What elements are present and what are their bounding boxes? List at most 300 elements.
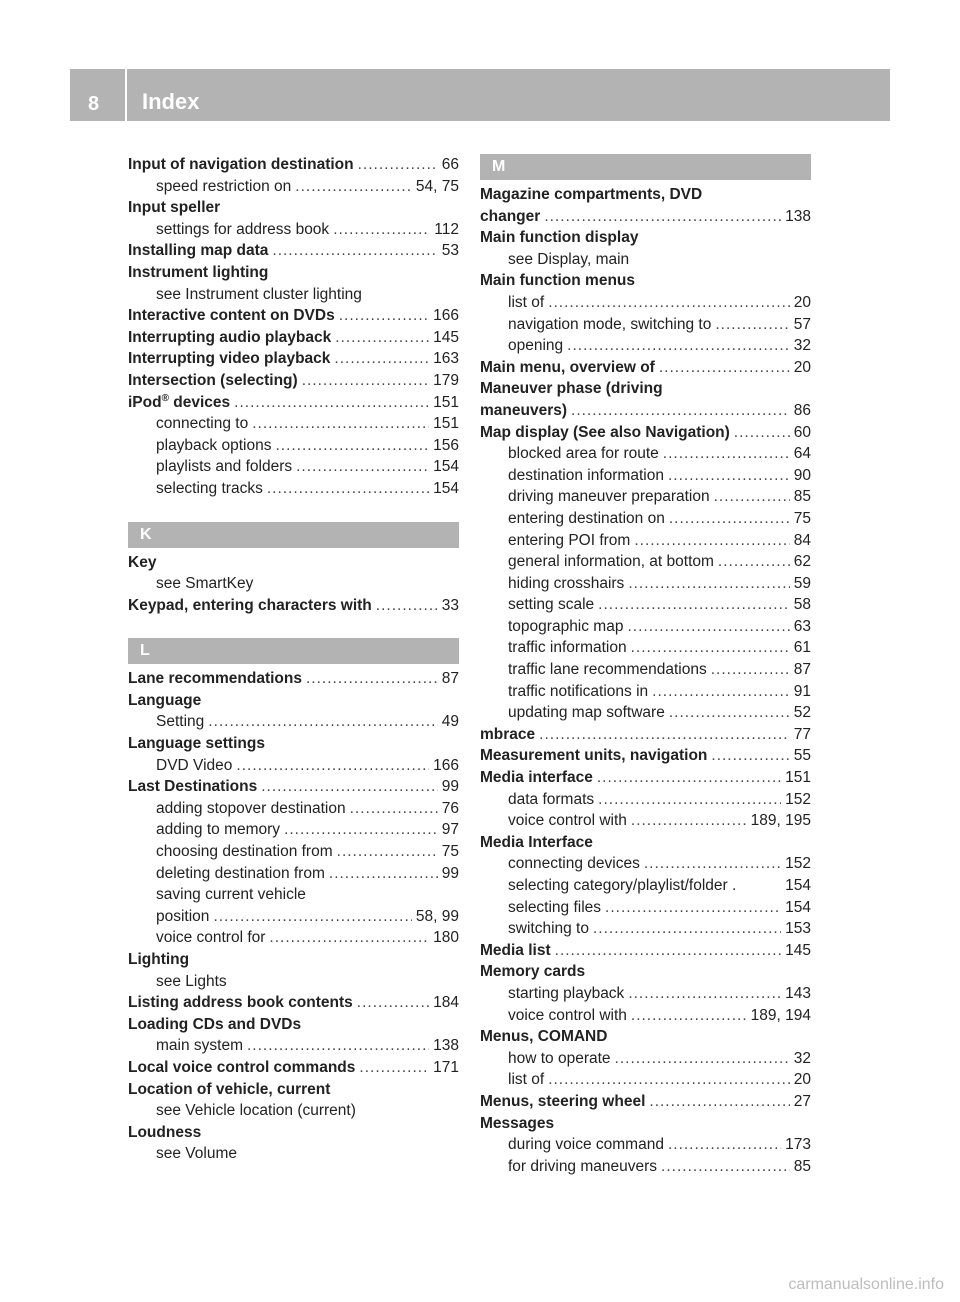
index-entry — [480, 400, 811, 422]
entry-label-suffix: devices — [168, 393, 231, 411]
page-reference: 112 — [434, 220, 459, 238]
dot-leader — [296, 456, 429, 478]
index-entry — [480, 357, 811, 379]
dot-leader — [350, 798, 438, 820]
index-subentry — [480, 1048, 811, 1070]
section-letter-bar: L — [128, 638, 459, 664]
entry-label: starting playback — [508, 984, 625, 1002]
page-reference: 27 — [793, 1092, 811, 1110]
entry-label: main system — [156, 1037, 243, 1055]
index-subentry — [128, 1143, 459, 1165]
index-column-left — [128, 154, 459, 1165]
index-entry — [128, 392, 459, 414]
entry-text — [156, 456, 292, 478]
dot-leader — [555, 940, 781, 962]
page-reference: 145 — [785, 941, 811, 959]
page-reference: 171 — [433, 1058, 459, 1076]
index-subentry — [128, 863, 459, 885]
dot-leader — [269, 927, 429, 949]
index-entry — [128, 690, 459, 712]
index-subentry — [128, 1035, 459, 1057]
dot-leader — [333, 219, 430, 241]
dot-leader — [234, 392, 429, 414]
dot-leader — [714, 486, 790, 508]
page-reference: 156 — [433, 436, 459, 454]
entry-text — [156, 819, 280, 841]
index-subentry — [480, 1005, 811, 1027]
entry-text — [480, 422, 730, 444]
entry-text — [156, 478, 263, 500]
entry-label: data formats — [508, 790, 595, 808]
entry-label: deleting destination from — [156, 864, 325, 882]
page-reference: 32 — [793, 337, 811, 355]
entry-text — [156, 906, 209, 928]
page-reference: 145 — [433, 328, 459, 346]
page-reference: 60 — [793, 423, 811, 441]
entry-label: updating map software — [508, 704, 665, 722]
dot-leader — [329, 863, 438, 885]
index-subentry — [480, 1134, 811, 1156]
index-entry — [128, 668, 459, 690]
page-reference: 154 — [433, 479, 459, 497]
entry-text — [128, 949, 189, 971]
index-entry — [128, 370, 459, 392]
dot-leader — [302, 370, 429, 392]
index-entry — [128, 348, 459, 370]
entry-label: setting scale — [508, 596, 595, 614]
entry-label: Loudness — [128, 1123, 202, 1141]
index-subentry — [480, 853, 811, 875]
entry-text — [156, 176, 291, 198]
page-reference: 61 — [793, 639, 811, 657]
dot-leader — [544, 206, 781, 228]
index-entry — [128, 992, 459, 1014]
entry-text — [156, 1035, 243, 1057]
index-subentry — [480, 443, 811, 465]
entry-label: Media Interface — [480, 833, 593, 851]
dot-leader — [669, 702, 790, 724]
page-reference: 32 — [793, 1049, 811, 1067]
entry-text — [480, 767, 593, 789]
page-reference: 86 — [793, 401, 811, 419]
entry-label: connecting devices — [508, 855, 640, 873]
entry-label: voice control with — [508, 812, 627, 830]
index-entry — [128, 1057, 459, 1079]
entry-label: switching to — [508, 920, 589, 938]
page-reference: 57 — [793, 315, 811, 333]
page-reference: 20 — [793, 1071, 811, 1089]
entry-text — [128, 392, 230, 414]
entry-label: Menus, COMAND — [480, 1028, 608, 1046]
index-subentry — [128, 711, 459, 733]
dot-leader — [284, 819, 438, 841]
entry-text — [156, 413, 248, 435]
entry-label: traffic information — [508, 639, 627, 657]
watermark: carmanualsonline.info — [788, 1276, 944, 1293]
entry-label: navigation mode, switching to — [508, 315, 712, 333]
entry-label: Setting — [156, 713, 205, 731]
index-subentry — [480, 530, 811, 552]
dot-leader — [539, 724, 790, 746]
dot-leader — [359, 1057, 429, 1079]
entry-label: adding to memory — [156, 821, 281, 839]
entry-label: Language settings — [128, 735, 265, 753]
index-entry — [128, 776, 459, 798]
entry-text — [128, 197, 220, 219]
entry-label: playback options — [156, 436, 272, 454]
entry-label: saving current vehicle — [156, 886, 306, 904]
entry-label: Loading CDs and DVDs — [128, 1015, 302, 1033]
entry-text — [508, 1156, 657, 1178]
entry-text — [156, 1143, 237, 1165]
entry-text — [156, 435, 271, 457]
entry-label: connecting to — [156, 415, 249, 433]
index-subentry — [480, 983, 811, 1005]
entry-label: Main function display — [480, 229, 639, 247]
entry-label: Maneuver phase (driving — [480, 380, 663, 398]
entry-text — [156, 573, 253, 595]
entry-text — [156, 711, 204, 733]
entry-label: during voice command — [508, 1136, 664, 1154]
dot-leader — [261, 776, 438, 798]
entry-text — [508, 983, 624, 1005]
entry-text — [156, 884, 306, 906]
entry-label: playlists and folders — [156, 458, 293, 476]
entry-label: list of — [508, 1071, 545, 1089]
entry-label: selecting category/playlist/folder . — [508, 877, 737, 894]
entry-label: see Lights — [156, 972, 227, 990]
entry-text — [508, 853, 640, 875]
index-subentry — [480, 897, 811, 919]
entry-label: iPod — [128, 393, 162, 411]
index-entry — [128, 197, 459, 219]
entry-text — [128, 348, 330, 370]
header-divider — [125, 69, 127, 121]
index-subentry — [480, 551, 811, 573]
entry-text — [480, 378, 663, 400]
page-reference: 151 — [785, 769, 811, 787]
section-spacer — [128, 616, 459, 638]
entry-text — [480, 832, 593, 854]
entry-text — [508, 702, 665, 724]
index-entry — [480, 270, 811, 292]
index-entry — [128, 327, 459, 349]
entry-label: Local voice control commands — [128, 1058, 356, 1076]
index-entry — [128, 733, 459, 755]
entry-text — [128, 668, 302, 690]
entry-label: Instrument lighting — [128, 263, 269, 281]
dot-leader — [659, 357, 790, 379]
page-reference: 84 — [793, 531, 811, 549]
entry-text — [128, 1014, 301, 1036]
entry-text — [508, 1134, 664, 1156]
page-reference: 138 — [433, 1037, 459, 1055]
entry-label: driving maneuver preparation — [508, 488, 710, 506]
entry-text — [128, 1079, 330, 1101]
entry-text — [508, 616, 623, 638]
dot-leader — [628, 983, 781, 1005]
dot-leader — [605, 897, 781, 919]
entry-label: hiding crosshairs — [508, 574, 625, 592]
index-entry — [480, 1026, 811, 1048]
page-header — [70, 69, 890, 121]
index-subentry — [128, 284, 459, 306]
dot-leader — [358, 154, 438, 176]
entry-text — [508, 486, 710, 508]
entry-label: Listing address book contents — [128, 994, 353, 1012]
page-title: Index — [142, 89, 200, 114]
page-reference: 55 — [793, 747, 811, 765]
entry-text — [480, 227, 638, 249]
dot-leader — [252, 413, 429, 435]
page-reference: 87 — [441, 670, 459, 688]
dot-leader — [663, 443, 790, 465]
entry-label: how to operate — [508, 1049, 611, 1067]
entry-text — [480, 184, 702, 206]
entry-text — [128, 595, 372, 617]
page-reference: 180 — [433, 929, 459, 947]
dot-leader — [661, 1156, 790, 1178]
dot-leader — [644, 853, 781, 875]
entry-text — [480, 724, 535, 746]
dot-leader — [627, 616, 789, 638]
entry-text — [156, 841, 333, 863]
index-entry — [128, 262, 459, 284]
page-reference: 189, 194 — [750, 1006, 811, 1024]
entry-text — [480, 400, 567, 422]
dot-leader — [734, 422, 790, 444]
entry-text — [480, 745, 707, 767]
index-entry — [128, 1079, 459, 1101]
index-entry — [128, 305, 459, 327]
registered-mark: ® — [161, 392, 169, 404]
index-entry — [480, 1113, 811, 1135]
entry-text — [508, 681, 648, 703]
entry-label: Measurement units, navigation — [480, 747, 708, 765]
entry-text — [480, 1026, 607, 1048]
page-reference: 49 — [441, 713, 459, 731]
entry-text — [128, 1057, 355, 1079]
entry-label: position — [156, 907, 210, 925]
index-entry — [480, 378, 811, 400]
index-subentry — [480, 810, 811, 832]
page-reference: 166 — [433, 756, 459, 774]
dot-leader — [631, 1005, 747, 1027]
page-reference: 58, 99 — [415, 907, 459, 925]
entry-label: Main menu, overview of — [480, 358, 655, 376]
entry-text — [508, 594, 594, 616]
dot-leader — [598, 789, 781, 811]
entry-label: Lane recommendations — [128, 670, 302, 688]
page-reference: 173 — [785, 1136, 811, 1154]
page-reference: 59 — [793, 574, 811, 592]
entry-text — [128, 733, 265, 755]
page-reference: 99 — [441, 864, 459, 882]
dot-leader — [615, 1048, 790, 1070]
index-entry — [128, 1014, 459, 1036]
dot-leader — [634, 530, 789, 552]
page-reference: 87 — [793, 661, 811, 679]
entry-label: see Instrument cluster lighting — [156, 285, 362, 303]
index-subentry — [480, 249, 811, 271]
entry-text — [508, 1005, 627, 1027]
entry-text — [480, 206, 540, 228]
dot-leader — [548, 1069, 790, 1091]
dot-leader — [339, 305, 429, 327]
entry-text — [156, 219, 329, 241]
dot-leader — [357, 992, 429, 1014]
entry-label: for driving maneuvers — [508, 1157, 658, 1175]
index-subentry — [128, 413, 459, 435]
index-subentry — [128, 884, 459, 906]
entry-text — [128, 370, 298, 392]
page-reference: 64 — [793, 445, 811, 463]
dot-leader — [631, 810, 747, 832]
page-reference: 163 — [433, 350, 459, 368]
index-entry — [480, 961, 811, 983]
page-reference: 154 — [785, 898, 811, 916]
dot-leader — [567, 335, 790, 357]
index-entry — [480, 745, 811, 767]
entry-label: voice control for — [156, 929, 266, 947]
dot-leader — [628, 573, 789, 595]
dot-leader — [597, 767, 781, 789]
page-reference: 54, 75 — [415, 177, 459, 195]
entry-text — [508, 659, 707, 681]
page-reference: 90 — [793, 466, 811, 484]
dot-leader — [652, 681, 790, 703]
page-reference: 85 — [793, 1157, 811, 1175]
entry-label: Magazine compartments, DVD — [480, 186, 703, 203]
entry-label: Menus, steering wheel — [480, 1092, 646, 1110]
dot-leader — [208, 711, 437, 733]
entry-text — [128, 776, 257, 798]
entry-label: DVD Video — [156, 756, 233, 774]
entry-label: Location of vehicle, current — [128, 1080, 331, 1098]
index-column-right — [480, 154, 811, 1177]
index-subentry — [480, 292, 811, 314]
dot-leader — [669, 508, 790, 530]
index-subentry — [480, 465, 811, 487]
dot-leader — [376, 595, 438, 617]
page-reference: 76 — [441, 799, 459, 817]
index-subentry — [480, 918, 811, 940]
page-reference: 179 — [433, 371, 459, 389]
page-reference: 58 — [793, 596, 811, 614]
entry-text — [128, 552, 156, 574]
index-subentry — [480, 659, 811, 681]
dot-leader — [711, 659, 790, 681]
page-reference: 75 — [793, 509, 811, 527]
index-entry — [128, 595, 459, 617]
dot-leader — [668, 465, 790, 487]
entry-text — [156, 863, 325, 885]
entry-text — [508, 314, 711, 336]
index-subentry — [480, 1069, 811, 1091]
entry-text — [480, 940, 551, 962]
entry-text — [508, 249, 629, 271]
entry-label: traffic notifications in — [508, 682, 649, 700]
index-subentry — [128, 971, 459, 993]
entry-label: Media interface — [480, 769, 593, 787]
index-subentry — [480, 486, 811, 508]
entry-text — [128, 327, 331, 349]
page-reference: 53 — [441, 242, 459, 260]
entry-text — [156, 927, 265, 949]
entry-label: Interrupting video playback — [128, 350, 331, 368]
index-subentry — [480, 594, 811, 616]
entry-label: topographic map — [508, 617, 624, 635]
entry-label: Messages — [480, 1114, 555, 1132]
page-reference: 152 — [785, 790, 811, 808]
index-entry — [480, 206, 811, 228]
dot-leader — [631, 637, 790, 659]
entry-text — [156, 971, 227, 993]
index-entry — [128, 240, 459, 262]
index-subentry — [128, 841, 459, 863]
index-entry — [128, 552, 459, 574]
index-subentry — [128, 478, 459, 500]
entry-text — [480, 357, 655, 379]
entry-text — [156, 284, 362, 306]
index-subentry — [128, 219, 459, 241]
entry-text — [156, 798, 346, 820]
page-number: 8 — [88, 93, 100, 115]
entry-label: speed restriction on — [156, 177, 292, 195]
entry-text — [128, 992, 353, 1014]
page-reference: 153 — [785, 920, 811, 938]
index-entry — [480, 724, 811, 746]
dot-leader — [593, 918, 781, 940]
index-subentry — [128, 906, 459, 928]
entry-text — [156, 755, 232, 777]
entry-text — [508, 897, 601, 919]
page-reference: 20 — [793, 358, 811, 376]
index-subentry — [480, 314, 811, 336]
index-subentry — [128, 456, 459, 478]
entry-label: Installing map data — [128, 242, 269, 260]
index-entry — [480, 227, 811, 249]
entry-label: Interactive content on DVDs — [128, 307, 335, 325]
entry-label: Interrupting audio playback — [128, 328, 332, 346]
index-entry — [128, 949, 459, 971]
page-reference: 85 — [793, 488, 811, 506]
entry-label: selecting tracks — [156, 479, 263, 497]
index-entry — [128, 1122, 459, 1144]
page-reference: 151 — [433, 393, 459, 411]
entry-text — [508, 789, 594, 811]
dot-leader — [649, 1091, 789, 1113]
page-reference: 62 — [793, 553, 811, 571]
dot-leader — [334, 348, 429, 370]
index-subentry — [480, 875, 811, 897]
page-reference: 66 — [441, 156, 459, 173]
dot-leader — [571, 400, 790, 422]
entry-text — [480, 1091, 645, 1113]
dot-leader — [715, 314, 789, 336]
index-subentry — [128, 927, 459, 949]
entry-label: see SmartKey — [156, 575, 254, 593]
entry-text — [508, 465, 664, 487]
entry-label: see Display, main — [508, 250, 630, 268]
dot-leader — [668, 1134, 781, 1156]
index-subentry — [480, 702, 811, 724]
entry-label: traffic lane recommendations — [508, 661, 707, 679]
index-entry — [480, 940, 811, 962]
page-reference: 143 — [785, 984, 811, 1002]
entry-text — [128, 154, 354, 176]
entry-label: Keypad, entering characters with — [128, 596, 372, 614]
